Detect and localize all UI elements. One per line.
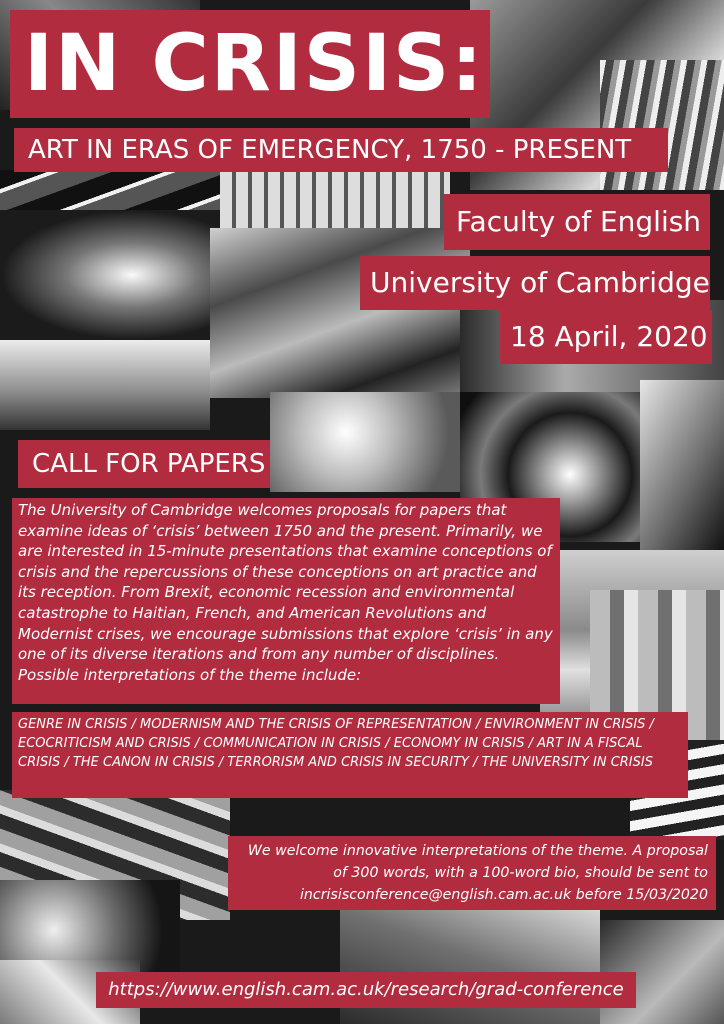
call-for-papers-heading: CALL FOR PAPERS	[18, 440, 270, 488]
event-date: 18 April, 2020	[500, 310, 712, 364]
conference-url-link[interactable]: https://www.english.cam.ac.uk/research/grad-conference	[96, 972, 636, 1008]
collage-tile-eye-closeup	[0, 210, 220, 340]
submission-instructions: We welcome innovative interpretations of the theme. A proposal of 300 words, with a 100-word bio, should be sent to incrisisconference@english.cam.ac.uk before 15/03/2020	[228, 836, 716, 910]
theme-list: GENRE IN CRISIS / MODERNISM AND THE CRISIS OF REPRESENTATION / ENVIRONMENT IN CRISIS / ECOCRITICISM AND CRISIS / COMMUNICATION IN CRISIS / ECONOMY IN CRISIS / ART IN A FISCAL CRISIS / THE CANON IN CRISIS / TERRORISM AND CRISIS IN SECURITY / THE UNIVERSITY IN CRISIS	[12, 712, 688, 798]
call-for-papers-body: The University of Cambridge welcomes proposals for papers that examine ideas of ‘crisis’ between 1750 and the present. Primarily, we are interested in 15-minute presentations that examine conceptions of crisis and the repercussions of these conceptions on art practice and its reception. From Brexit, economic recession and environmental catastrophe to Haitian, French, and American Revolutions and Modernist crises, we encourage submissions that explore ‘crisis’ in any one of its diverse iterations and from any number of disciplines. Possible interpretations of the theme include:	[12, 498, 560, 704]
collage-tile-keyboard	[220, 168, 450, 228]
venue-university: University of Cambridge	[360, 256, 710, 310]
collage-tile-clouds	[270, 392, 460, 492]
collage-tile-industrial	[0, 340, 210, 430]
venue-faculty: Faculty of English	[444, 194, 710, 250]
collage-tile-crowd-photographers	[210, 228, 470, 398]
poster-title: IN CRISIS:	[10, 10, 490, 118]
collage-tile-face-profile	[640, 380, 724, 550]
poster-subtitle: ART IN ERAS OF EMERGENCY, 1750 - PRESENT	[14, 128, 668, 172]
